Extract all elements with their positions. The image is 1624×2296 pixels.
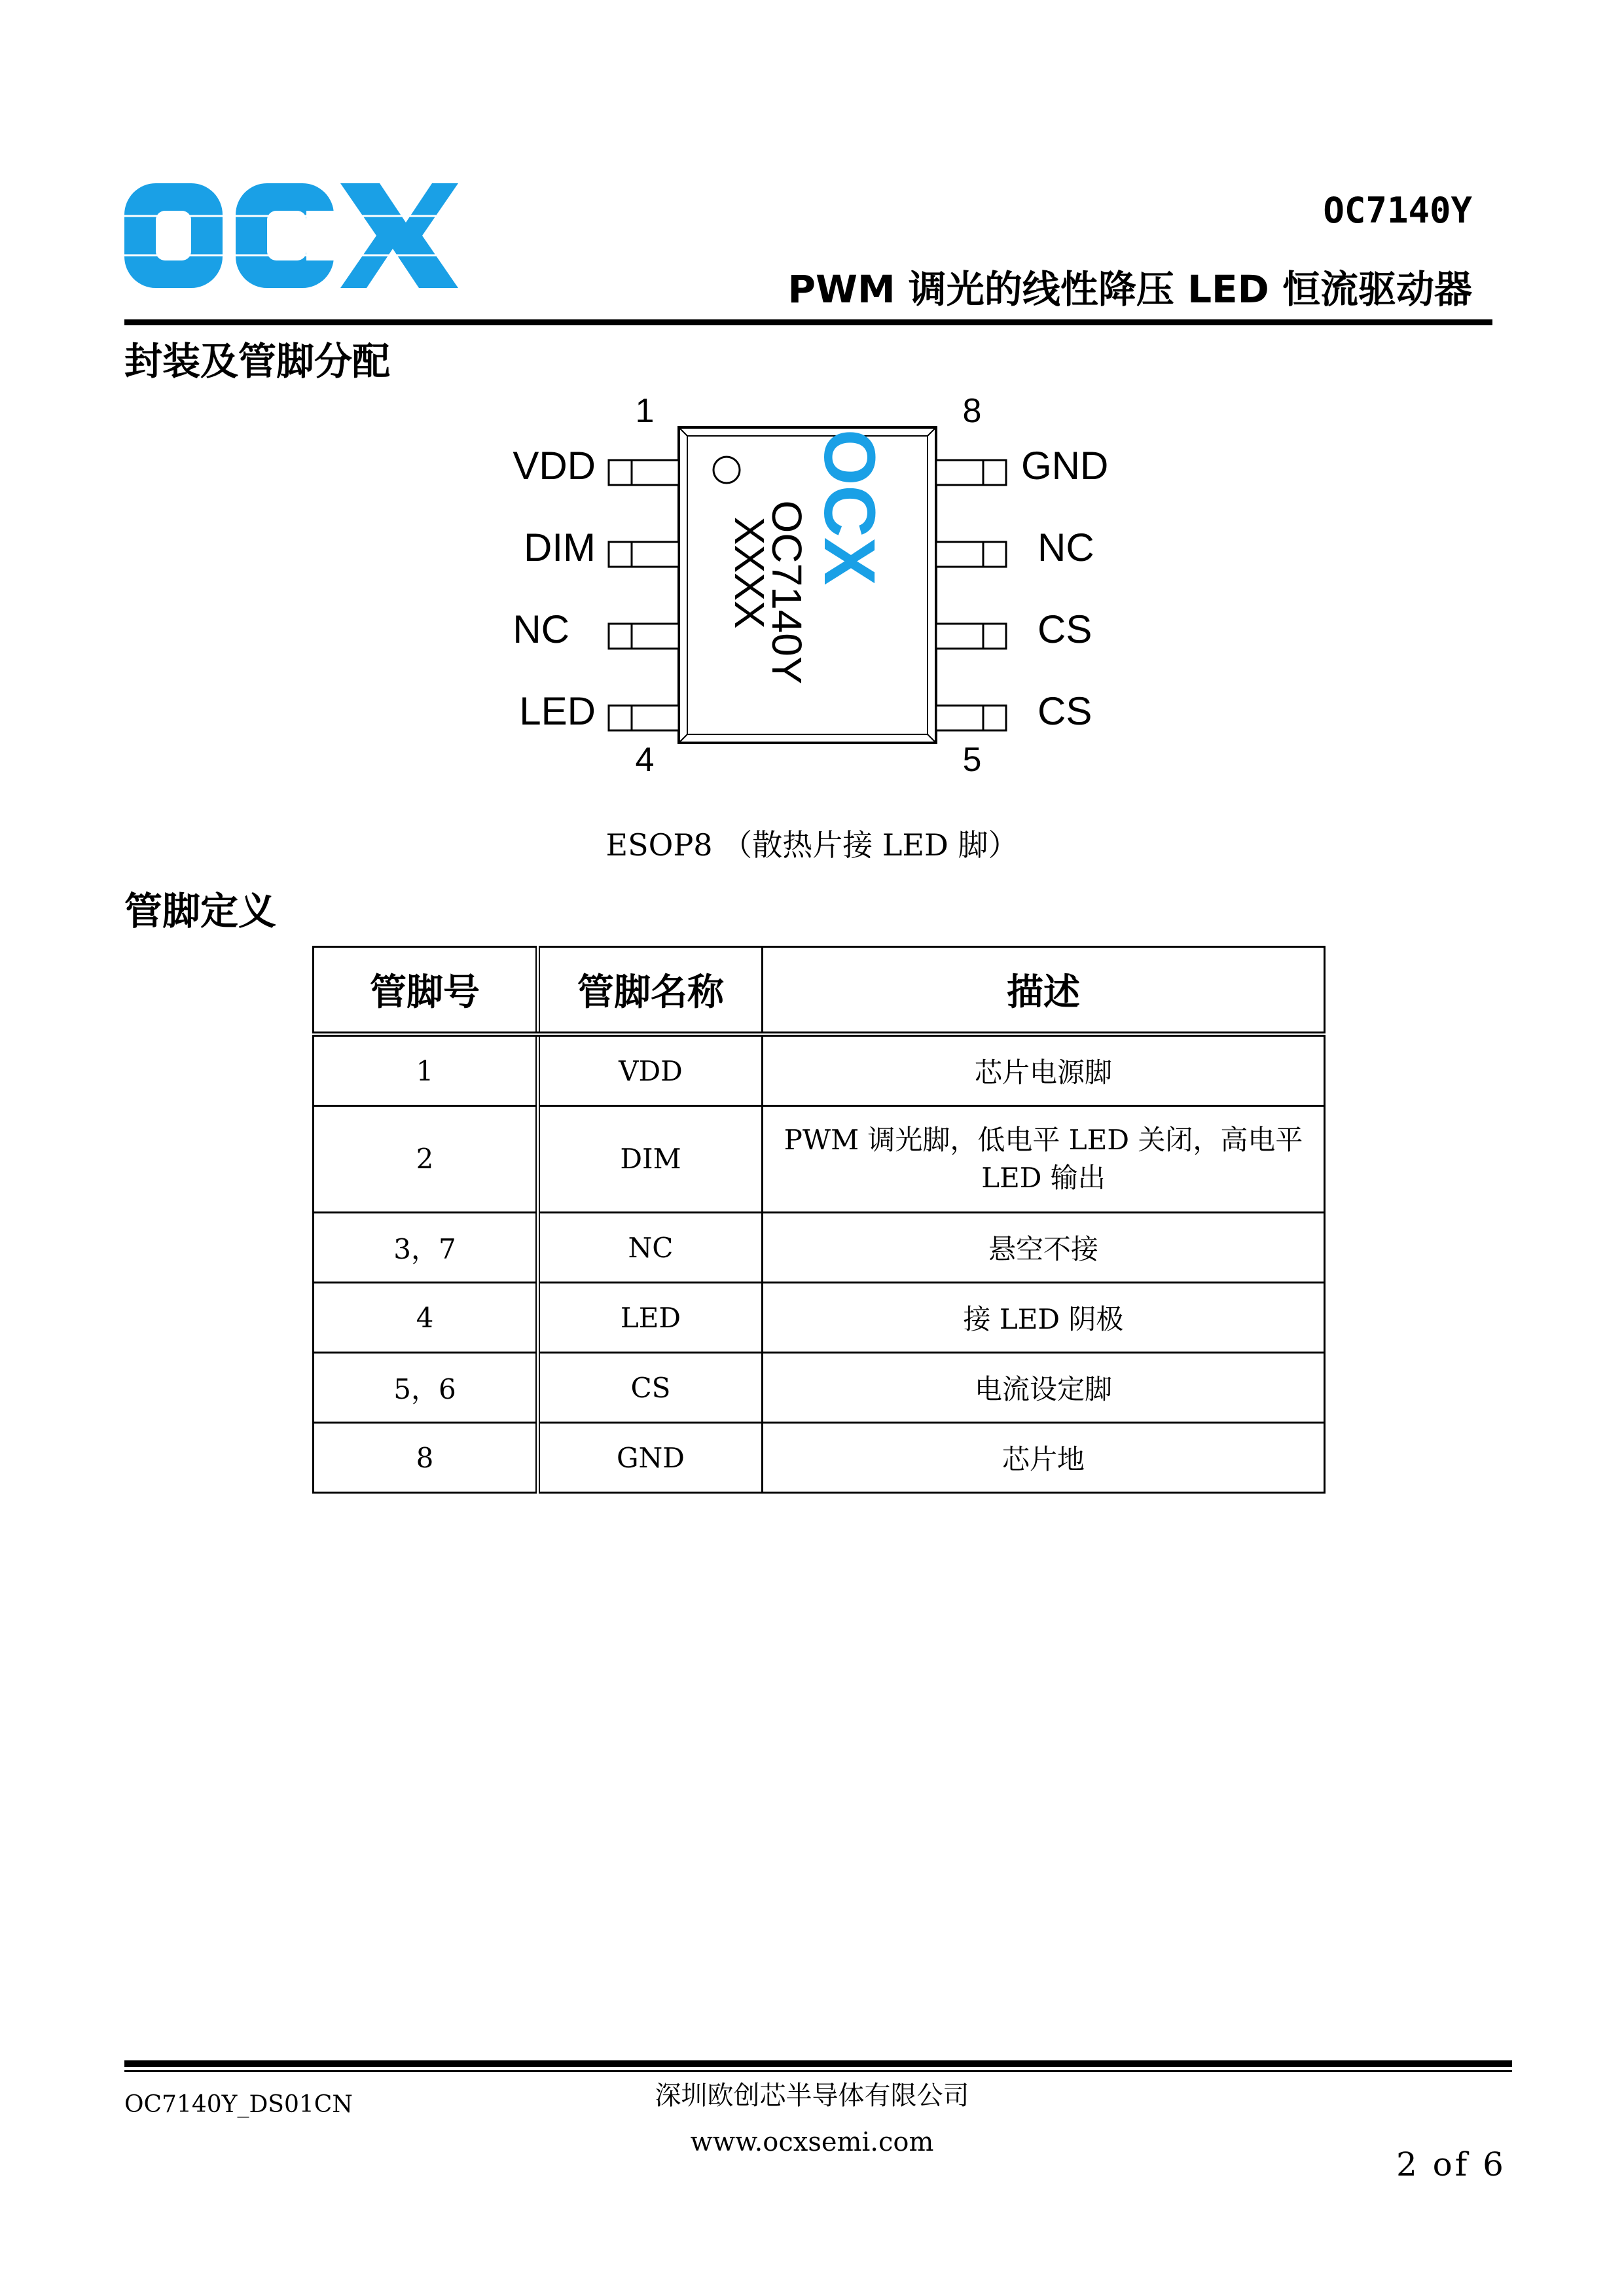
pin-label-right-6: CS: [1038, 607, 1092, 651]
pin-name-cell: LED: [538, 1283, 763, 1353]
pin-label-left-4: LED: [519, 689, 596, 733]
pin-description-cell: 接 LED 阴极: [763, 1283, 1325, 1353]
ocx-logo: [124, 177, 458, 295]
pin-label-left-1: VDD: [513, 444, 596, 488]
chip-date-code: XXXX: [726, 516, 773, 629]
page-number: 2 of 6: [1396, 2145, 1506, 2183]
pin-number-cell: 1: [314, 1034, 538, 1106]
pin-label-left-2: DIM: [524, 526, 596, 569]
part-number: OC7140Y: [1323, 190, 1472, 231]
table-row: [314, 1213, 1325, 1283]
pin-description-cell: 芯片地: [763, 1423, 1325, 1493]
header-description: 描述: [763, 947, 1325, 1035]
footer-website-link[interactable]: www.ocxsemi.com: [690, 2127, 934, 2157]
pin-label-right-5: CS: [1038, 689, 1092, 733]
header-pin-name: 管脚名称: [538, 947, 763, 1035]
pin-name-cell: GND: [538, 1423, 763, 1493]
pin-number-4: 4: [635, 741, 655, 779]
header-divider: [124, 319, 1492, 325]
esop8-package-diagram: [484, 393, 1178, 785]
pin-description-cell: 芯片电源脚: [763, 1034, 1325, 1106]
pin-name-cell: NC: [538, 1213, 763, 1283]
pin-number-5: 5: [962, 741, 982, 779]
table-row: [314, 1353, 1325, 1423]
table-row: [314, 1283, 1325, 1353]
header-pin-number: 管脚号: [314, 947, 538, 1035]
footer-divider-thin: [124, 2070, 1512, 2072]
footer-document-id: OC7140Y_DS01CN: [124, 2091, 353, 2118]
pin-number-cell: 3，7: [314, 1213, 538, 1283]
table-row: [314, 1106, 1325, 1213]
package-section-heading: 封装及管脚分配: [124, 339, 391, 384]
table-row: [314, 1423, 1325, 1493]
package-caption: ESOP8 （散热片接 LED 脚）: [605, 827, 1019, 863]
pin-name-cell: DIM: [538, 1106, 763, 1213]
pin-number-cell: 8: [314, 1423, 538, 1493]
pin-number-cell: 4: [314, 1283, 538, 1353]
footer-divider-thick: [124, 2060, 1512, 2067]
table-row: [314, 1034, 1325, 1106]
pin-number-1: 1: [635, 393, 655, 430]
pin-definition-section-heading: 管脚定义: [124, 889, 277, 933]
pin-number-cell: 5，6: [314, 1353, 538, 1423]
pin-description-cell: PWM 调光脚，低电平 LED 关闭，高电平 LED 输出: [763, 1106, 1325, 1213]
pin-label-right-8: GND: [1021, 444, 1109, 488]
pin-definition-table: [312, 946, 1326, 1494]
pin-label-left-3: NC: [513, 607, 569, 651]
footer-company-name: 深圳欧创芯半导体有限公司: [655, 2081, 969, 2111]
pin-number-cell: 2: [314, 1106, 538, 1213]
pin-name-cell: VDD: [538, 1034, 763, 1106]
pin-number-8: 8: [962, 393, 982, 430]
table-header-row: [314, 947, 1325, 1035]
pin-description-cell: 电流设定脚: [763, 1353, 1325, 1423]
pin-label-right-7: NC: [1038, 526, 1094, 569]
pin-name-cell: CS: [538, 1353, 763, 1423]
chip-logo: OCX: [809, 429, 890, 586]
pin-description-cell: 悬空不接: [763, 1213, 1325, 1283]
document-title: PWM 调光的线性降压 LED 恒流驱动器: [787, 267, 1472, 312]
chip-marking: OC7140Y: [763, 500, 810, 685]
